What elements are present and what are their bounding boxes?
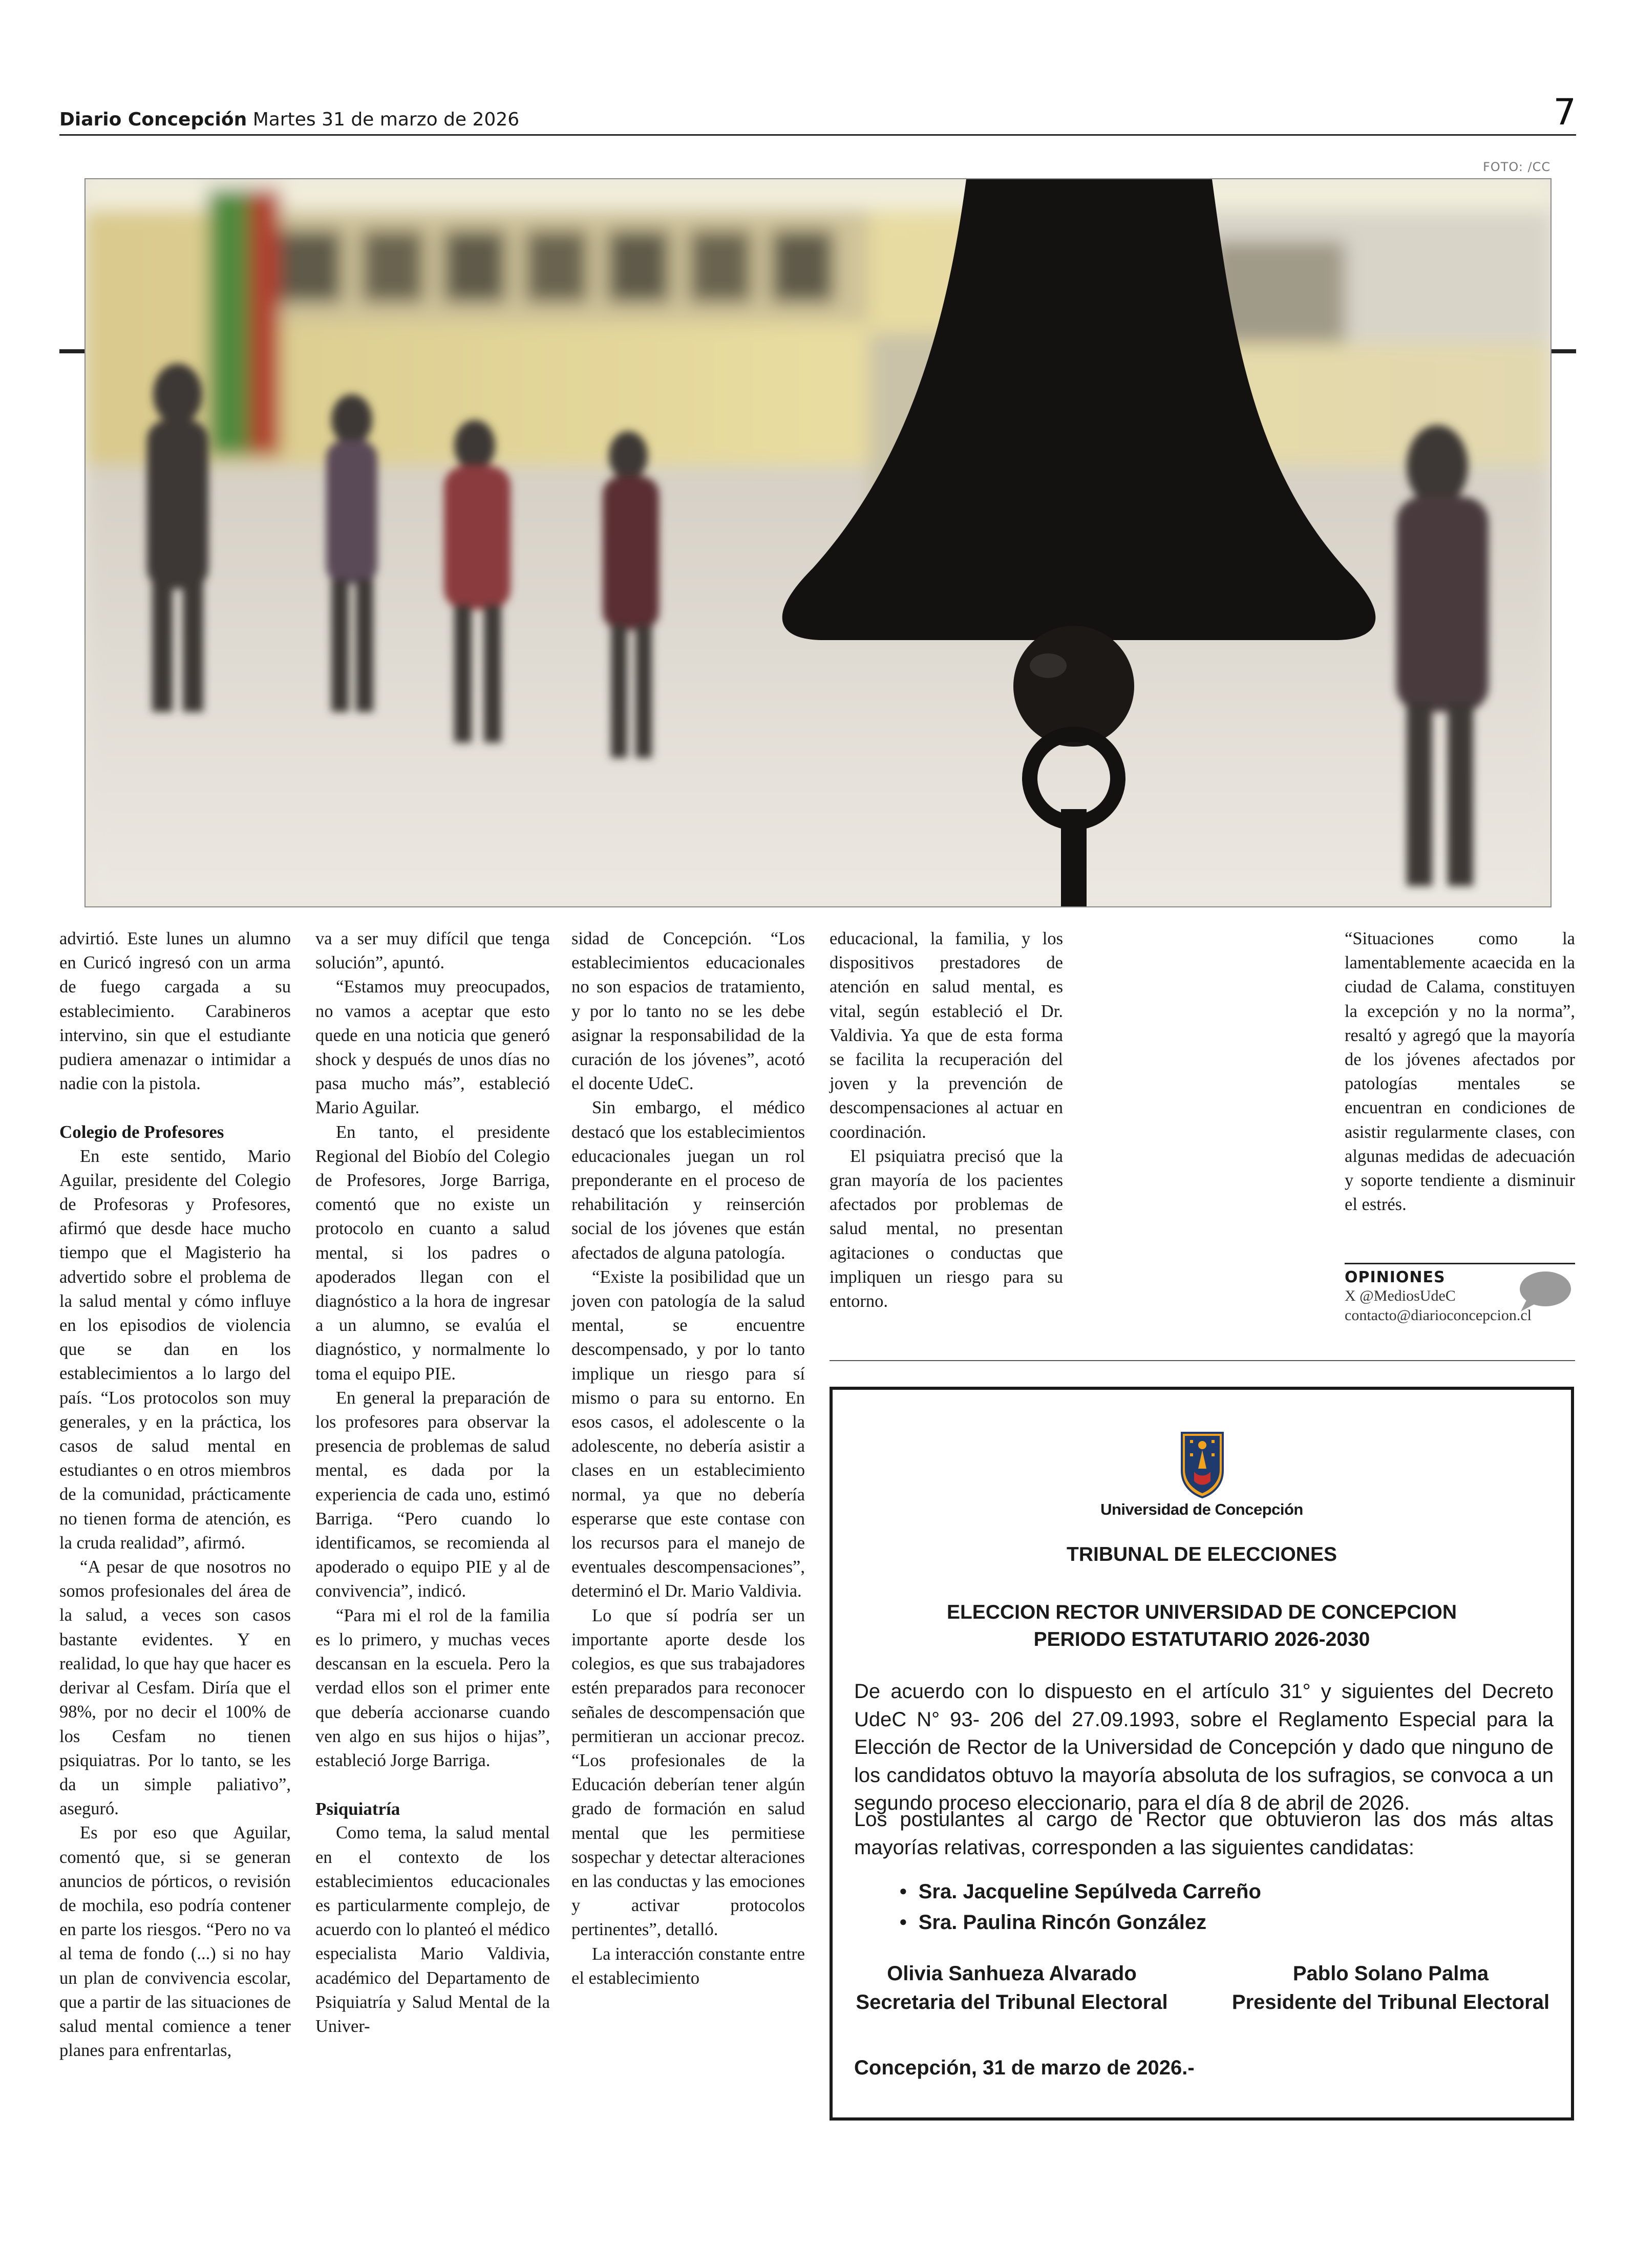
article-column-2	[315, 927, 550, 2039]
bell-photo-illustration	[86, 179, 1550, 906]
speech-bubble-icon	[1516, 1269, 1572, 1312]
article-paragraph: “Estamos muy preocupados, no vamos a aceptar que esto quede en una noticia que generó shock y después de unos días no pasa mucho más”, estableció Mario Aguilar.	[315, 977, 550, 1118]
photo-rule-left	[59, 349, 84, 353]
article-paragraph: La interacción constante entre el establecimiento	[571, 1944, 805, 1988]
article-paragraph: Es por eso que Aguilar, comentó que, si se generan anuncios de pórticos, o revisión de mochila, eso podría contener en parte los riesgos. “Pero no va al tema de fondo (...) si no hay un plan de convivencia escolar, que a partir de las situaciones de salud mental comience a tener planes para enfrentarlas,	[59, 1823, 291, 2061]
article-column-4	[830, 927, 1063, 1313]
section-subhead: Colegio de Profesores	[59, 1122, 224, 1142]
notice-title	[833, 1599, 1571, 1653]
notice-date: Concepción, 31 de marzo de 2026.-	[854, 2057, 1195, 2079]
opiniones-box	[1345, 1263, 1575, 1325]
article-paragraph: “Existe la posibilidad que un joven con patología de la salud mental, se encuentre descompensado, y por lo tanto implique un riesgo para sí mismo o para su entorno. En esos casos, el adolescente o la adolescente, no debería asistir a clases en un establecimiento normal, ya que no debería esperarse que este contase con los recursos para el manejo de eventuales descompensaciones”, determinó el Dr. Mario Valdivia.	[571, 1267, 805, 1601]
election-notice	[830, 1387, 1574, 2121]
article-paragraph: sidad de Concepción. “Los establecimientos educacionales no son espacios de tratamiento, y por lo tanto no se les debe asignar la responsabilidad de la curación de los jóvenes”, acotó el docente UdeC.	[571, 929, 805, 1094]
issue-date: Martes 31 de marzo de 2026	[252, 109, 520, 130]
notice-title-line-1: ELECCION RECTOR UNIVERSIDAD DE CONCEPCION	[946, 1601, 1457, 1623]
article-paragraph: advirtió. Este lunes un alumno en Curicó ingresó con un arma de fuego cargada a su establecimiento. Carabineros intervino, sin que el estudiante pudiera amenazar o intimidar a nadie con la pistola.	[59, 929, 291, 1094]
notice-title-line-2: PERIODO ESTATUTARIO 2026-2030	[1033, 1628, 1370, 1650]
notice-heading: TRIBUNAL DE ELECCIONES	[1067, 1543, 1337, 1565]
university-crest-logo	[1178, 1430, 1227, 1499]
opiniones-title: OPINIONES	[1345, 1268, 1446, 1286]
candidate-item: ● Sra. Paulina Rincón González	[899, 1908, 1261, 1939]
masthead	[59, 91, 1576, 136]
article-paragraph: En este sentido, Mario Aguilar, presidente del Colegio de Profesoras y Profesores, afirmó que desde hace mucho tiempo que el Magisterio ha advertido sobre el problema de la salud mental y cómo influye en los episodios de violencia que se dan en los establecimientos a lo largo del país. “Los protocolos son muy generales, y en la práctica, los casos de salud mental en estudiantes o en otros miembros de la comunidad, prácticamente no tienen forma de atención, es la cruda realidad”, afirmó.	[59, 1146, 291, 1553]
article-paragraph: “Para mi el rol de la familia es lo primero, y muchas veces descansan en la escuela. Pero la verdad ellos son el primer ente que debería accionarse cuando ven algo en sus hijos o hijas”, estableció Jorge Barriga.	[315, 1605, 550, 1770]
article-paragraph: va a ser muy difícil que tenga solución”, apuntó.	[315, 929, 550, 973]
article-photo	[84, 178, 1552, 907]
notice-paragraph: De acuerdo con lo dispuesto en el artículo 31° y siguientes del Decreto UdeC N° 93- 206 del 27.09.1993, sobre el Reglamento Especial para la Elección de Rector de la Universidad de Concepción y dado que ninguno de los candidatos obtuvo la mayoría absoluta de los sufragios, se convoca a un segundo proceso eleccionario, para el día 8 de abril de 2026.	[854, 1680, 1554, 1814]
contact-email-link[interactable]: contacto@diarioconcepcion.cl	[1345, 1307, 1532, 1324]
signer-name: Pablo Solano Palma	[1292, 1962, 1489, 1985]
article-column-3	[571, 927, 805, 1990]
candidate-item: ● Sra. Jacqueline Sepúlveda Carreño	[899, 1877, 1261, 1908]
article-paragraph: Sin embargo, el médico destacó que los establecimientos educacionales juegan un rol preponderante en el proceso de rehabilitación y reinserción social de los jóvenes que están afectados de alguna patología.	[571, 1098, 805, 1263]
article-paragraph: educacional, la familia, y los dispositivos prestadores de atención en salud mental, es vital, según estableció el Dr. Valdivia. Ya que de esta forma se facilita la recuperación del joven y la prevención de descompensaciones al actuar en coordinación.	[830, 929, 1063, 1142]
article-paragraph: En tanto, el presidente Regional del Biobío del Colegio de Profesores, Jorge Barriga, comentó que no existe un protocolo en cuanto a salud mental, si los padres o apoderados llegan con el diagnóstico a la hora de ingresar a un alumno, se evalúa el diagnóstico, y normalmente lo toma el equipo PIE.	[315, 1122, 550, 1384]
newspaper-name: Diario Concepción	[59, 109, 247, 130]
article-paragraph: “Situaciones como la lamentablemente acaecida en la ciudad de Calama, constituyen la excepción y no la norma”, resaltó y agregó que la mayoría de los jóvenes afectados por patologías mentales se encuentran en condiciones de asistir regularmente clases, con algunas medidas de adecuación y soporte tendiente a disminuir el estrés.	[1345, 929, 1575, 1215]
signature-block-secretary	[848, 1959, 1176, 2017]
notice-paragraph: Los postulantes al cargo de Rector que obtuvieron las dos más altas mayorías relativas, corresponden a las siguientes candidatas:	[854, 1808, 1554, 1859]
article-paragraph: Lo que sí podría ser un importante aporte desde los colegios, es que sus trabajadores estén preparados para reconocer señales de descompensación que permitieran un accionar precoz. “Los profesionales de la Educación deberían tener algún grado de formación en salud mental que les permitiese sospechar y detectar alteraciones en las conductas y las emociones y activar protocolos pertinentes”, detalló.	[571, 1605, 805, 1940]
signer-role: Presidente del Tribunal Electoral	[1231, 1991, 1550, 2013]
article-column-5	[1345, 927, 1575, 1217]
signer-name: Olivia Sanhueza Alvarado	[887, 1962, 1137, 1985]
signer-role: Secretaria del Tribunal Electoral	[856, 1991, 1168, 2013]
article-paragraph: “A pesar de que nosotros no somos profesionales del área de la salud, a veces son casos bastante evidentes. Y en realidad, lo que hay que hacer es derivar al Cesfam. Diría que el 98%, por no decir el 100% de los Cesfam no tienen psiquiatras. Por lo tanto, se les da un simple paliativo”, aseguró.	[59, 1557, 291, 1819]
photo-credit: FOTO: /CC	[1483, 160, 1551, 174]
section-divider	[830, 1360, 1575, 1361]
article-paragraph: El psiquiatra precisó que la gran mayoría de los pacientes afectados por problemas de salud mental, no presentan agitaciones o conductas que impliquen un riesgo para su entorno.	[830, 1146, 1063, 1311]
article-column-1	[59, 927, 291, 2063]
article-paragraph: En general la preparación de los profesores para observar la presencia de problemas de salud mental, es dada por la experiencia de cada uno, estimó Barriga. “Pero cuando lo identificamos, se recomienda al apoderado o equipo PIE y al de convivencia”, indicó.	[315, 1388, 550, 1601]
page-number: 7	[1553, 91, 1576, 133]
candidate-list	[899, 1877, 1261, 1939]
social-handle-link[interactable]: X @MediosUdeC	[1345, 1287, 1456, 1304]
photo-rule-right	[1549, 349, 1576, 353]
section-subhead: Psiquiatría	[315, 1799, 400, 1819]
university-name: Universidad de Concepción	[1100, 1500, 1303, 1518]
signature-block-president	[1222, 1959, 1560, 2017]
article-paragraph: Como tema, la salud mental en el contexto de los establecimientos educacionales es particularmente complejo, de acuerdo con lo planteó el médico especialista Mario Valdivia, académico del Departamento de Psiquiatría y Salud Mental de la Univer-	[315, 1823, 550, 2036]
masthead-dateline	[59, 109, 519, 130]
